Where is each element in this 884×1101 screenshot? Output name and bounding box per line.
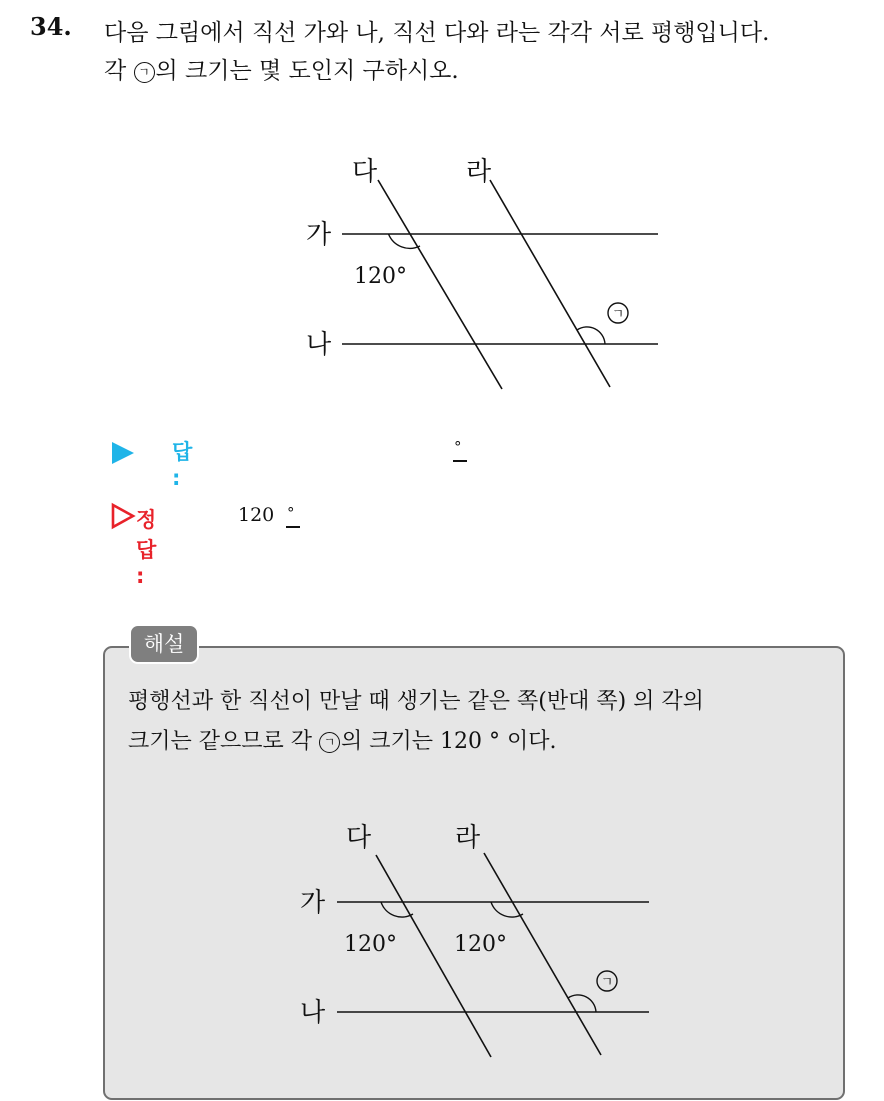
sol-label-na: 나: [300, 998, 326, 1028]
label-na: 나: [306, 330, 332, 360]
angle-label-unknown: ㄱ: [611, 307, 625, 322]
sol-angle-label-unknown: ㄱ: [600, 975, 614, 990]
sol-angle-arc-120-ra: [491, 902, 523, 917]
answer-label: 답 :: [172, 440, 193, 490]
question-text-line2-post: 의 크기는 몇 도인지 구하시오.: [155, 58, 459, 84]
circled-giyeok-icon: ㄱ: [134, 62, 155, 83]
solution-tab: 해설: [129, 624, 199, 664]
solution-text-line2-post: 의 크기는 120 ° 이다.: [341, 729, 557, 754]
correct-answer-label: 정답 :: [136, 508, 157, 588]
solution-text-line2-pre: 크기는 같으므로 각: [128, 729, 319, 754]
angle-arc-unknown: [577, 327, 605, 344]
label-da: 다: [352, 157, 378, 187]
sol-angle-label-120-ra: 120°: [454, 932, 507, 957]
solution-text-line1: 평행선과 한 직선이 만날 때 생기는 같은 쪽(반대 쪽) 의 각의: [128, 689, 704, 714]
answer-blank-underline: [453, 460, 467, 462]
sol-angle-arc-unknown: [568, 995, 596, 1012]
correct-answer-underline: [286, 526, 300, 528]
correct-triangle-outline-icon: [110, 502, 136, 530]
question-text-line2-pre: 각: [104, 58, 134, 84]
solution-circled-giyeok-icon: ㄱ: [319, 732, 340, 753]
angle-label-120: 120°: [354, 264, 407, 289]
question-text-line2: [104, 52, 459, 85]
solution-parallel-lines-figure: [285, 808, 665, 1068]
sol-label-ra: 라: [455, 823, 481, 853]
sol-label-da: 다: [346, 823, 372, 853]
sol-label-ga: 가: [300, 888, 326, 918]
solution-text-line2: [128, 724, 556, 755]
question-text-line1: 다음 그림에서 직선 가와 나, 직선 다와 라는 각각 서로 평행입니다.: [104, 20, 770, 46]
angle-arc-120: [389, 234, 421, 248]
line-ra: [490, 180, 610, 387]
label-ra: 라: [466, 157, 492, 187]
sol-angle-label-120-da: 120°: [344, 932, 397, 957]
correct-answer-value: 120: [238, 504, 275, 526]
correct-answer-degree: °: [287, 504, 295, 522]
answer-degree: °: [454, 438, 462, 456]
label-ga: 가: [306, 220, 332, 250]
question-number: 34.: [30, 12, 72, 41]
answer-triangle-icon: [110, 440, 136, 466]
parallel-lines-figure: [290, 140, 670, 400]
sol-angle-arc-120-da: [381, 902, 413, 917]
